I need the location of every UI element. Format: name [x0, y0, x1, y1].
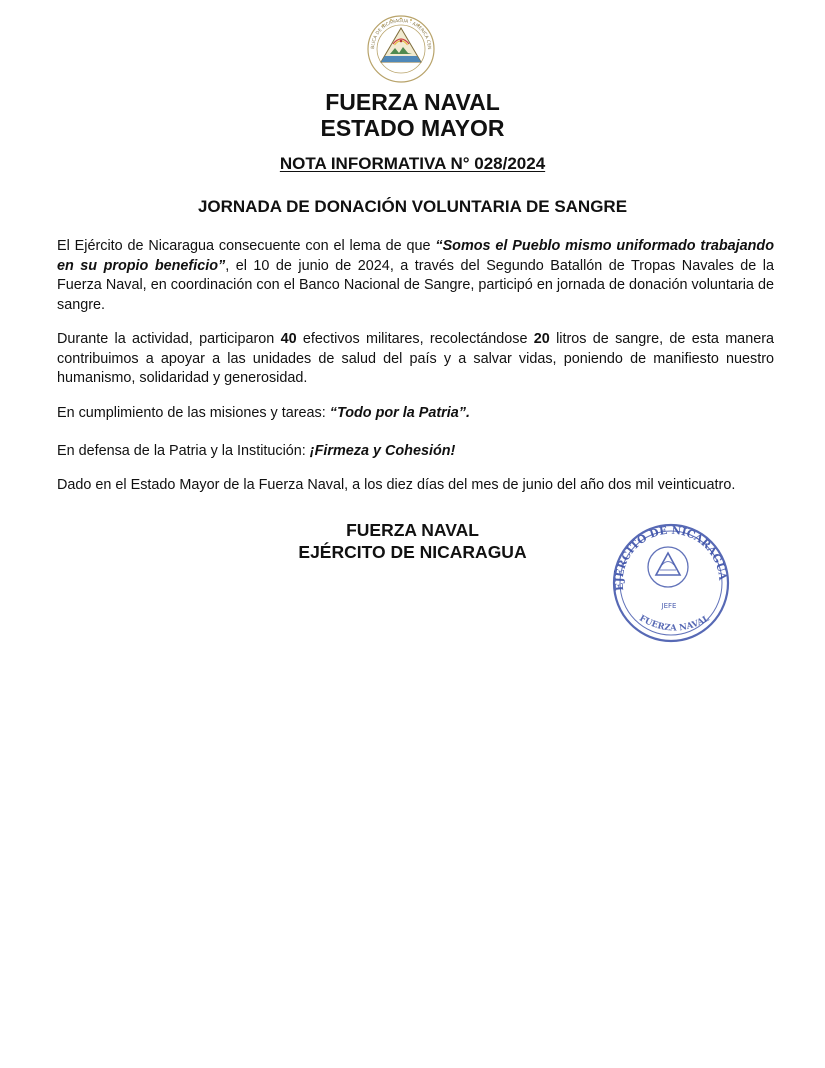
p2-count-personnel: 40 — [280, 331, 297, 347]
org-title: FUERZA NAVAL — [325, 89, 500, 115]
paragraph-2 — [57, 330, 774, 389]
nicaragua-coat-of-arms-icon — [366, 14, 436, 84]
svg-text:FUERZA NAVAL — [637, 614, 711, 634]
official-seal-icon — [611, 521, 731, 645]
p3-intro: En cumplimiento de las misiones y tareas: — [57, 405, 330, 421]
stamp-ring-top: EJÉRCITO DE NICARAGUA — [613, 524, 729, 592]
stamp-role: JEFE — [661, 602, 677, 610]
paragraph-3 — [57, 404, 774, 424]
emblem-text: BLICA DE NICARAGUA · AMERICA CEN — [370, 18, 432, 50]
p2-rest: litros de sangre, de esta manera contribuimos a apoyar a las unidades de salud del país y a salvar vidas, poniendo de manifiesto nuestro humanismo, solidaridad y generosidad. — [57, 331, 774, 387]
p2-intro: Durante la actividad, participaron — [57, 331, 281, 347]
p2-count-liters: 20 — [533, 331, 550, 347]
stamp-ring-bottom: FUERZA NAVAL — [637, 613, 712, 634]
p4-motto: ¡Firmeza y Cohesión! — [309, 443, 456, 459]
subject-title: JORNADA DE DONACIÓN VOLUNTARIA DE SANGRE — [197, 197, 628, 216]
dept-title: ESTADO MAYOR — [320, 115, 505, 141]
p3-motto: “Todo por la Patria”. — [329, 405, 470, 421]
paragraph-1 — [57, 237, 774, 315]
p2-mid: efectivos militares, recolectándose — [296, 331, 534, 347]
p1-rest: , el 10 de junio de 2024, a través del Segundo Batallón de Tropas Navales de la Fuerza Naval, en coordinación con el Banco Nacional de Sangre, participó en jornada de donación voluntaria de sangre. — [57, 257, 774, 313]
signature-line-2: EJÉRCITO DE NICARAGUA — [298, 542, 527, 562]
signature-line-1: FUERZA NAVAL — [346, 520, 479, 540]
p4-intro: En defensa de la Patria y la Institución: — [57, 443, 310, 459]
paragraph-5: Dado en el Estado Mayor de la Fuerza Naval, a los diez días del mes de junio del año dos mil veinticuatro. — [57, 477, 736, 493]
note-number — [0, 154, 825, 174]
note-number-text: NOTA INFORMATIVA N° 028/2024 — [279, 154, 546, 173]
p1-intro: El Ejército de Nicaragua consecuente con el lema de que — [57, 238, 436, 254]
paragraph-4 — [57, 442, 774, 462]
p1-motto: “Somos el Pueblo mismo uniformado trabajando en su propio beneficio” — [57, 238, 774, 274]
